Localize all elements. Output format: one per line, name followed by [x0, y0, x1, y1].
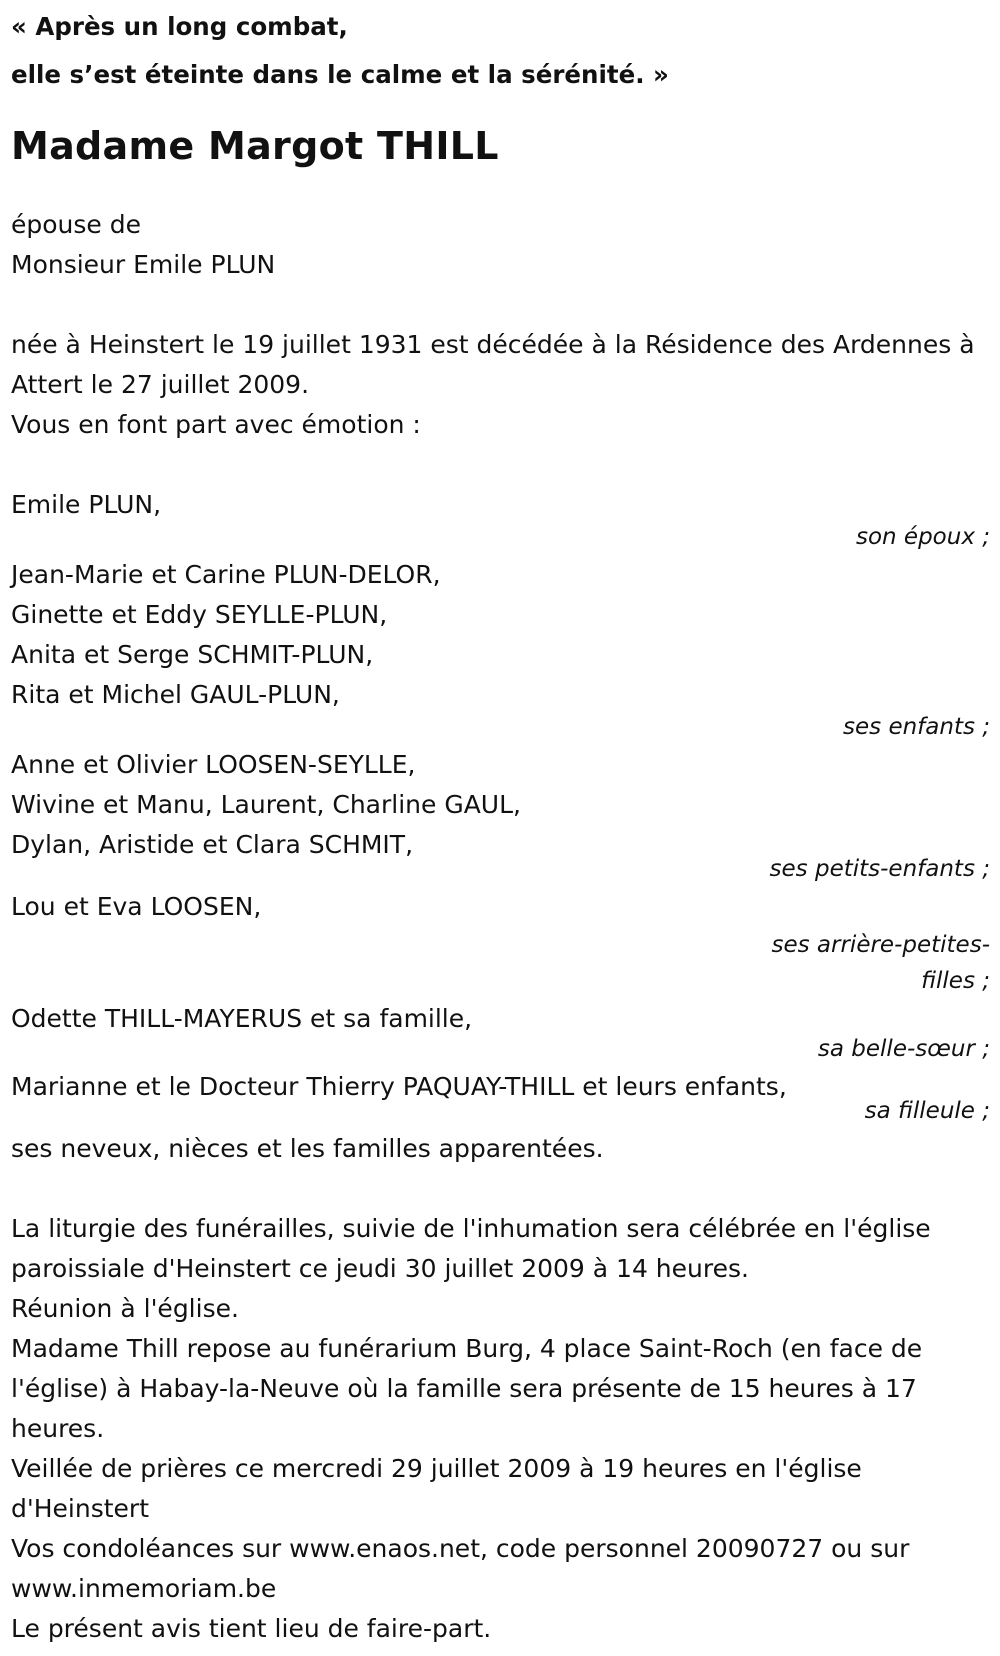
family-group — [11, 555, 990, 745]
repose-text: Madame Thill repose au funérarium Burg, 4 place Saint-Roch (en face de l'église) à Habay-la-Neuve où la famille sera présente de 15 heures à 17 heures. — [11, 1334, 923, 1443]
spouse-line-1: épouse de — [11, 210, 141, 239]
epigraph-line-2: elle s’est éteinte dans le calme et la sérénité. » — [11, 60, 669, 89]
family-role: ses arrière-petites-filles ; — [771, 932, 990, 994]
vigil-text: Veillée de prières ce mercredi 29 juillet 2009 à 19 heures en l'église d'Heinstert — [11, 1454, 862, 1523]
family-name: Jean-Marie et Carine PLUN-DELOR, — [11, 560, 441, 589]
family-name: Ginette et Eddy SEYLLE-PLUN, — [11, 600, 388, 629]
condolences-text: Vos condoléances sur www.enaos.net, code personnel 20090727 ou sur www.inmemoriam.be — [11, 1534, 910, 1603]
family-list — [11, 485, 990, 1129]
announce-text: Vous en font part avec émotion : — [11, 410, 421, 439]
family-group — [11, 887, 990, 999]
family-role: ses petits-enfants ; — [769, 856, 990, 882]
family-role: sa belle-sœur ; — [817, 1036, 990, 1062]
spouse-line-2: Monsieur Emile PLUN — [11, 250, 276, 279]
obituary-notice — [11, 0, 990, 1649]
relatives-line: ses neveux, nièces et les familles apparentées. — [11, 1134, 604, 1163]
family-name: Dylan, Aristide et Clara SCHMIT, — [11, 830, 414, 859]
family-group — [11, 485, 990, 555]
family-name: Anita et Serge SCHMIT-PLUN, — [11, 640, 374, 669]
family-group — [11, 745, 990, 887]
family-role: sa filleule ; — [864, 1098, 990, 1124]
deceased-name: Madame Margot THILL — [11, 124, 499, 168]
family-name: Lou et Eva LOOSEN, — [11, 892, 262, 921]
family-name: Emile PLUN, — [11, 490, 162, 519]
epigraph-line-1: « Après un long combat, — [11, 12, 348, 41]
family-role: ses enfants ; — [843, 714, 990, 740]
liturgy-text: La liturgie des funérailles, suivie de l'inhumation sera célébrée en l'église paroissiale d'Heinstert ce jeudi 30 juillet 2009 à 14 heures. — [11, 1214, 931, 1283]
family-group — [11, 1067, 990, 1129]
spouse-block — [11, 205, 990, 285]
birth-death-text: née à Heinstert le 19 juillet 1931 est décédée à la Résidence des Ardennes à Attert le 27 juillet 2009. — [11, 330, 975, 399]
family-name: Wivine et Manu, Laurent, Charline GAUL, — [11, 790, 521, 819]
family-name: Rita et Michel GAUL-PLUN, — [11, 680, 340, 709]
family-name: Anne et Olivier LOOSEN-SEYLLE, — [11, 750, 416, 779]
funeral-details — [11, 1209, 990, 1649]
notice-text: Le présent avis tient lieu de faire-part. — [11, 1614, 492, 1643]
epigraph-quote — [11, 0, 990, 99]
birth-death-block — [11, 325, 990, 445]
family-group — [11, 999, 990, 1067]
meeting-text: Réunion à l'église. — [11, 1294, 239, 1323]
family-role: son époux ; — [855, 524, 990, 550]
family-name: Marianne et le Docteur Thierry PAQUAY-THILL et leurs enfants, — [11, 1072, 787, 1101]
family-name: Odette THILL-MAYERUS et sa famille, — [11, 1004, 473, 1033]
